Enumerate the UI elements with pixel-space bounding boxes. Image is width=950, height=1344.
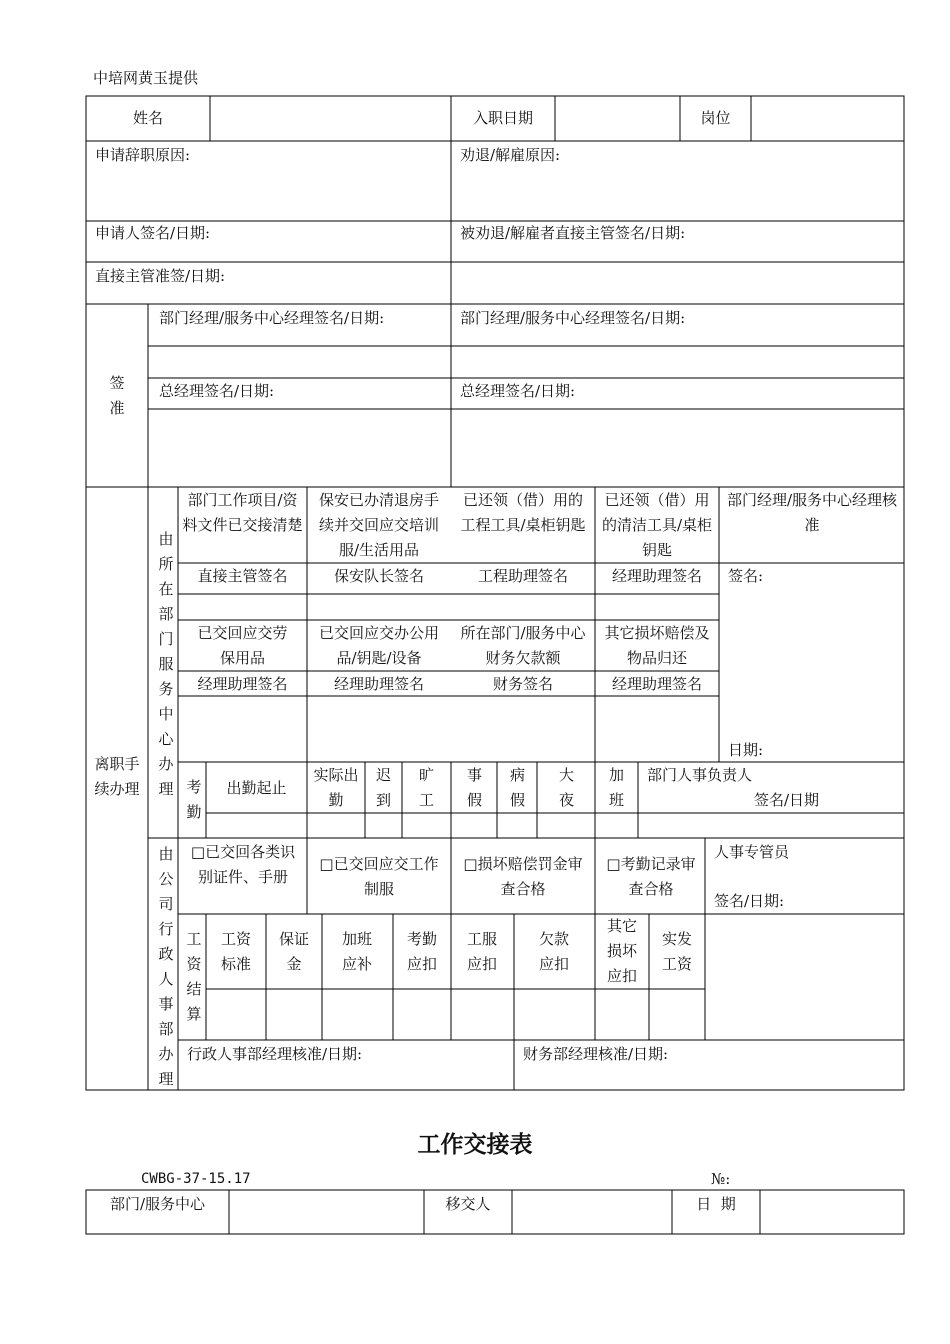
attendance-col-start-end: 出勤起止 xyxy=(226,779,287,797)
position-label: 岗位 xyxy=(700,109,731,127)
dept-sign-3: 工程助理签名 xyxy=(477,567,568,585)
company-item-3: □损坏赔偿罚金审查合格 xyxy=(463,855,583,898)
dept-manager-sign-right: 部门经理/服务中心经理签名/日期: xyxy=(460,309,686,327)
handover-person-label: 移交人 xyxy=(445,1195,491,1213)
dept-item-2: 保安已办清退房手续并交回应交培训服/生活用品 xyxy=(318,491,439,559)
finance-manager-approve: 财务部经理核准/日期: xyxy=(523,1045,669,1063)
salary-col-net-pay: 实发工资 xyxy=(661,930,692,973)
attendance-col-absent: 旷工 xyxy=(418,766,434,809)
dept-sign-label: 签名: xyxy=(728,567,764,585)
dept-sign-5: 经理助理签名 xyxy=(197,675,288,693)
dept-item-3: 已还领（借）用的工程工具/桌柜钥匙 xyxy=(460,491,586,534)
resign-reason-label: 申请辞职原因: xyxy=(95,146,191,164)
attendance-label: 考勤 xyxy=(186,778,202,821)
dept-date-label: 日期: xyxy=(728,741,764,759)
dept-item-7: 所在部门/服务中心财务欠款额 xyxy=(460,624,586,667)
admin-manager-approve: 行政人事部经理核准/日期: xyxy=(187,1045,363,1063)
hr-specialist-sign: 签名/日期: xyxy=(714,892,785,910)
hr-specialist-label: 人事专管员 xyxy=(714,843,790,861)
dept-sign-6: 经理助理签名 xyxy=(333,675,424,693)
salary-col-other-deduct: 其它损坏应扣 xyxy=(606,917,637,985)
form-number-label: №: xyxy=(711,1170,731,1188)
attendance-col-sick-leave: 病假 xyxy=(509,766,525,809)
dismissed-supervisor-sign-label: 被劝退/解雇者直接主管签名/日期: xyxy=(460,224,686,242)
handover-form-title: 工作交接表 xyxy=(417,1131,533,1158)
dismiss-reason-label: 劝退/解雇原因: xyxy=(460,146,561,164)
join-date-label: 入职日期 xyxy=(472,109,533,127)
salary-col-attendance-deduct: 考勤应扣 xyxy=(406,930,437,973)
salary-col-standard: 工资标准 xyxy=(220,930,251,973)
company-item-2: □已交回应交工作制服 xyxy=(319,855,439,898)
dept-item-5: 已交回应交劳保用品 xyxy=(197,624,288,667)
dept-manager-sign-left: 部门经理/服务中心经理签名/日期: xyxy=(159,309,385,327)
dept-hr-label: 部门人事负责人 xyxy=(647,766,753,784)
company-section-label: 由公司行政人事部办理 xyxy=(158,845,174,1088)
form-code: CWBG-37-15.17 xyxy=(141,1171,251,1187)
dept-item-1: 部门工作项目/资料文件已交接清楚 xyxy=(182,491,303,534)
dept-item-6: 已交回应交办公用品/钥匙/设备 xyxy=(318,624,439,667)
salary-col-uniform-deduct: 工服应扣 xyxy=(466,930,497,973)
header-note: 中培网黄玉提供 xyxy=(93,69,199,87)
name-label: 姓名 xyxy=(132,109,163,127)
handover-date-label: 日 期 xyxy=(696,1195,736,1213)
dept-manager-approve: 部门经理/服务中心经理核准 xyxy=(726,491,898,534)
dept-item-8: 其它损坏赔偿及物品归还 xyxy=(604,624,710,667)
salary-col-deposit: 保证金 xyxy=(278,930,309,973)
attendance-col-late: 迟到 xyxy=(375,766,391,809)
dept-item-4: 已还领（借）用的清洁工具/桌柜钥匙 xyxy=(601,491,713,559)
dept-hr-sign: 签名/日期 xyxy=(754,791,820,809)
applicant-sign-label: 申请人签名/日期: xyxy=(95,224,211,242)
leave-section-label: 离职手续办理 xyxy=(94,755,140,798)
dept-section-label: 由所在部门服务中心办理 xyxy=(158,530,174,798)
attendance-col-night: 大夜 xyxy=(558,766,574,809)
dept-sign-2: 保安队长签名 xyxy=(333,567,424,585)
salary-label: 工资结算 xyxy=(186,930,202,1023)
dept-sign-7: 财务签名 xyxy=(492,675,553,693)
dept-sign-1: 直接主管签名 xyxy=(197,567,288,585)
attendance-col-actual: 实际出勤 xyxy=(313,766,359,809)
salary-col-debt-deduct: 欠款应扣 xyxy=(538,930,569,973)
attendance-col-personal-leave: 事假 xyxy=(466,766,482,809)
company-item-4: □考勤记录审查合格 xyxy=(606,855,696,898)
approve-section-label: 签准 xyxy=(109,374,125,417)
dept-sign-4: 经理助理签名 xyxy=(611,567,702,585)
company-item-1: □已交回各类识别证件、手册 xyxy=(190,843,296,886)
gm-sign-right: 总经理签名/日期: xyxy=(460,382,576,400)
dept-service-center-label: 部门/服务中心 xyxy=(109,1195,206,1213)
salary-col-overtime: 加班应补 xyxy=(341,930,372,973)
supervisor-approve-label: 直接主管准签/日期: xyxy=(95,267,226,285)
dept-sign-8: 经理助理签名 xyxy=(611,675,702,693)
attendance-col-overtime: 加班 xyxy=(608,766,624,809)
gm-sign-left: 总经理签名/日期: xyxy=(159,382,275,400)
